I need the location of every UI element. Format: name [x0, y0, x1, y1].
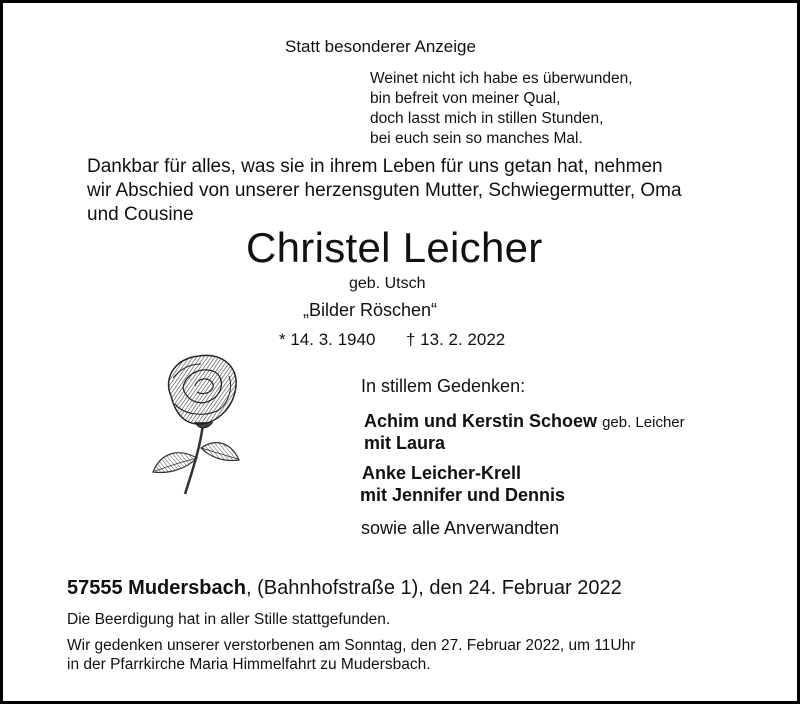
family-with: mit Laura: [364, 433, 446, 453]
burial-note: Die Beerdigung hat in aller Stille stattgefunden.: [67, 611, 391, 628]
birth-date: * 14. 3. 1940: [279, 330, 376, 349]
gratitude-text: [87, 155, 682, 227]
poem: [370, 69, 633, 149]
intro-line: Statt besonderer Anzeige: [285, 37, 476, 56]
birth-name: geb. Utsch: [349, 275, 426, 292]
family-with: mit Jennifer und Dennis: [360, 485, 566, 505]
place-name: 57555 Mudersbach: [67, 577, 246, 599]
family-entry-1: [364, 411, 685, 432]
family-note: geb. Leicher: [602, 414, 685, 431]
memorial-note: [67, 636, 635, 674]
gratitude-line: und Cousine: [87, 204, 194, 225]
deceased-name: Christel Leicher: [246, 224, 543, 271]
poem-line: Weinet nicht ich habe es überwunden,: [370, 70, 633, 87]
mourning-intro: In stillem Gedenken:: [361, 376, 526, 396]
memorial-line: Wir gedenken unserer verstorbenen am Sonntag, den 27. Februar 2022, um 11Uhr: [67, 637, 636, 654]
poem-line: bei euch sein so manches Mal.: [370, 130, 583, 147]
death-date: † 13. 2. 2022: [406, 330, 506, 349]
poem-line: bin befreit von meiner Qual,: [370, 90, 561, 107]
memorial-line: in der Pfarrkirche Maria Himmelfahrt zu Mudersbach.: [67, 656, 431, 673]
place-date-line: [67, 577, 622, 600]
rose-icon: [111, 348, 301, 498]
relatives-line: sowie alle Anverwandten: [361, 518, 560, 538]
place-rest: , (Bahnhofstraße 1), den 24. Februar 2022: [245, 577, 622, 599]
family-entry-2: Anke Leicher-Krell: [362, 463, 522, 483]
nickname: „Bilder Röschen“: [303, 300, 438, 320]
gratitude-line: wir Abschied von unserer herzensguten Mutter, Schwiegermutter, Oma: [87, 180, 682, 201]
gratitude-line: Dankbar für alles, was sie in ihrem Leben für uns getan hat, nehmen: [87, 156, 663, 177]
family-name: Achim und Kerstin Schoew: [364, 411, 598, 431]
poem-line: doch lasst mich in stillen Stunden,: [370, 110, 604, 127]
